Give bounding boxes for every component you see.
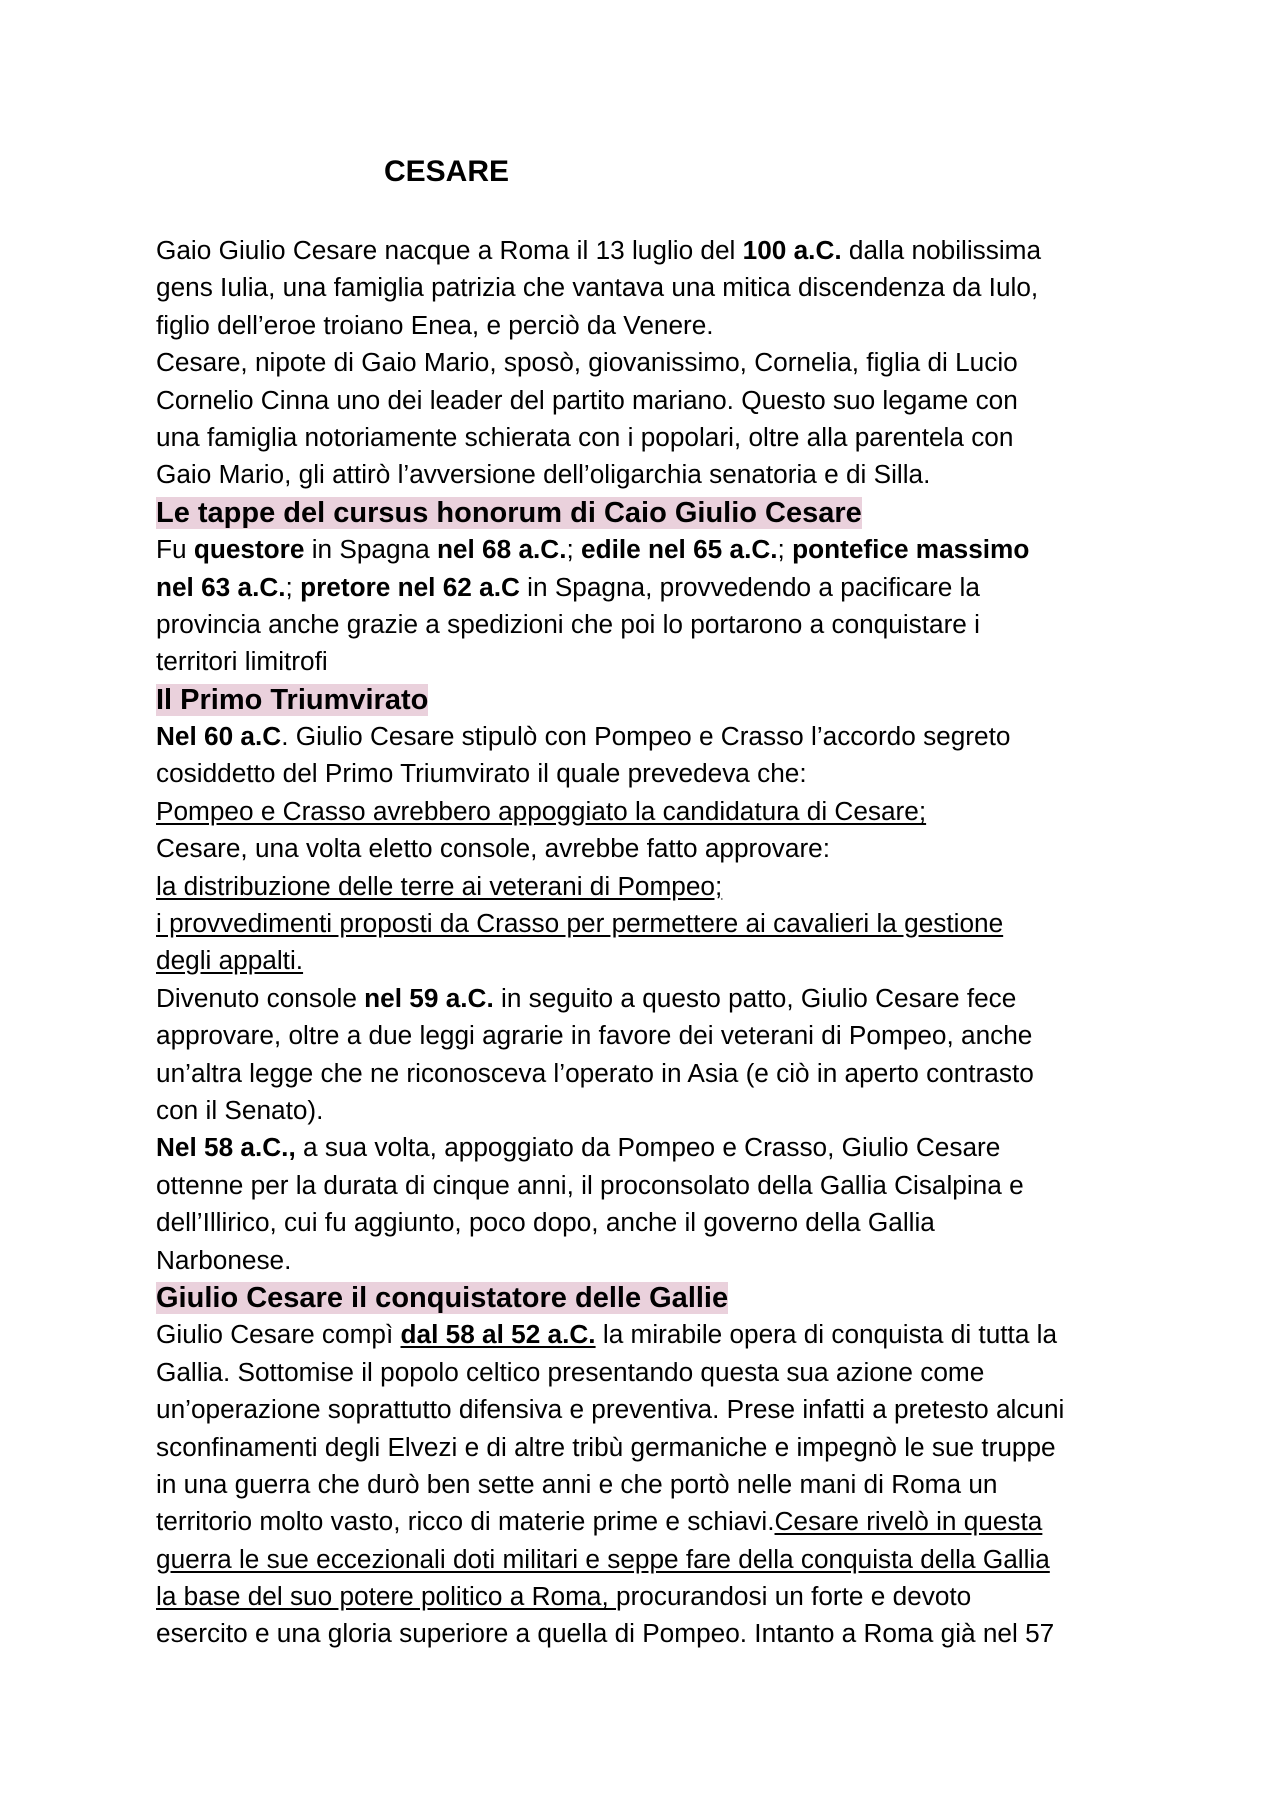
bold-text: nel 68 a.C.	[436, 534, 567, 565]
text-segment: un’altra legge che ne riconosceva l’operato in Asia (e ciò in aperto contrasto	[156, 1057, 1034, 1088]
text-line	[156, 755, 1146, 792]
text-line	[156, 419, 1146, 456]
text-segment: dalla nobilissima	[841, 235, 1042, 265]
bold-text: nel 59 a.C.	[364, 982, 494, 1013]
text-segment: in Spagna, provvedendo a pacificare la	[519, 571, 980, 602]
text-segment: con il Senato).	[156, 1094, 324, 1125]
text-line	[156, 1167, 1146, 1204]
text-segment: Divenuto console	[156, 982, 365, 1013]
text-segment: Gallia. Sottomise il popolo celtico presentando questa sua azione come	[156, 1356, 985, 1387]
text-line	[156, 456, 1146, 493]
text-line	[156, 1242, 1146, 1279]
text-segment: territorio molto vasto, ricco di materie prime e schiavi.	[156, 1506, 775, 1537]
section-heading	[156, 1279, 1146, 1316]
text-line	[156, 232, 1146, 269]
underlined-text: Cesare rivelò in questa	[774, 1506, 1043, 1537]
text-segment: Gaio Giulio Cesare nacque a Roma il 13 luglio del	[156, 235, 743, 265]
text-segment: Fu	[156, 534, 194, 565]
text-line	[156, 1615, 1146, 1652]
section-heading	[156, 681, 1146, 718]
text-segment: gens Iulia, una famiglia patrizia che vantava una mitica discendenza da Iulo,	[156, 272, 1039, 303]
text-line	[156, 307, 1146, 344]
bold-text: 100 a.C.	[742, 235, 842, 265]
text-line	[156, 718, 1146, 755]
text-line	[156, 269, 1146, 306]
text-line	[156, 1541, 1146, 1578]
text-segment: territori limitrofi	[156, 646, 328, 677]
text-segment: a sua volta, appoggiato da Pompeo e Crasso, Giulio Cesare	[295, 1132, 1001, 1163]
text-line	[156, 1055, 1146, 1092]
text-segment: Narbonese.	[156, 1244, 292, 1275]
text-segment: figlio dell’eroe troiano Enea, e perciò da Venere.	[156, 309, 714, 340]
text-line	[156, 905, 1146, 942]
text-line	[156, 531, 1146, 568]
text-line	[156, 1503, 1146, 1540]
bold-text: Nel 58 a.C.,	[156, 1132, 296, 1163]
underlined-text: la base del suo potere politico a Roma,	[156, 1581, 617, 1612]
text-segment: in Spagna	[304, 534, 437, 565]
underlined-text: guerra le sue eccezionali doti militari e seppe fare della conquista della Gallia	[156, 1543, 1050, 1574]
section-heading-text: Giulio Cesare il conquistatore delle Gallie	[156, 1281, 729, 1314]
text-segment: cosiddetto del Primo Triumvirato il quale prevedeva che:	[156, 758, 807, 789]
text-segment: . Giulio Cesare stipulò con Pompeo e Crasso l’accordo segreto	[281, 721, 1011, 752]
text-segment: la mirabile opera di conquista di tutta la	[595, 1319, 1058, 1350]
text-line	[156, 793, 1146, 830]
text-segment: procurandosi un forte e devoto	[616, 1581, 972, 1612]
section-heading-text: Le tappe del cursus honorum di Caio Giulio Cesare	[156, 496, 862, 529]
text-segment: Gaio Mario, gli attirò l’avversione dell’oligarchia senatoria e di Silla.	[156, 459, 931, 490]
underlined-text: degli appalti.	[156, 945, 304, 976]
bold-text: Nel 60 a.C	[156, 721, 282, 752]
bold-text: edile nel 65 a.C.	[581, 534, 778, 565]
text-line	[156, 980, 1146, 1017]
text-line	[156, 1391, 1146, 1428]
section-heading	[156, 494, 1146, 531]
text-line	[156, 569, 1146, 606]
text-line	[156, 1316, 1146, 1353]
bold-text: pontefice massimo	[792, 534, 1030, 565]
text-segment: approvare, oltre a due leggi agrarie in favore dei veterani di Pompeo, anche	[156, 1020, 1033, 1051]
text-line	[156, 1092, 1146, 1129]
text-segment: una famiglia notoriamente schierata con i popolari, oltre alla parentela con	[156, 421, 1014, 452]
text-line	[156, 1578, 1146, 1615]
text-line	[156, 1354, 1146, 1391]
text-line	[156, 1429, 1146, 1466]
text-segment: Giulio Cesare compì	[156, 1319, 401, 1350]
text-segment: Cesare, nipote di Gaio Mario, sposò, giovanissimo, Cornelia, figlia di Lucio	[156, 347, 1018, 378]
underlined-text: la distribuzione delle terre ai veterani di Pompeo;	[156, 870, 723, 901]
text-line	[156, 606, 1146, 643]
section-heading-text: Il Primo Triumvirato	[156, 683, 429, 716]
document-body	[156, 232, 1146, 1653]
text-line	[156, 382, 1146, 419]
text-line	[156, 1204, 1146, 1241]
text-line	[156, 344, 1146, 381]
text-segment: Cornelio Cinna uno dei leader del partito mariano. Questo suo legame con	[156, 384, 1018, 415]
bold-text: questore	[193, 534, 305, 565]
text-segment: dell’Illirico, cui fu aggiunto, poco dopo, anche il governo della Gallia	[156, 1207, 935, 1238]
text-line	[156, 830, 1146, 867]
text-segment: in seguito a questo patto, Giulio Cesare fece	[493, 982, 1017, 1013]
text-line	[156, 868, 1146, 905]
text-segment: ;	[285, 571, 301, 602]
text-segment: provincia anche grazie a spedizioni che poi lo portarono a conquistare i	[156, 608, 980, 639]
underlined-text: i provvedimenti proposti da Crasso per permettere ai cavalieri la gestione	[156, 908, 1004, 939]
text-segment: sconfinamenti degli Elvezi e di altre tribù germaniche e impegnò le sue truppe	[156, 1431, 1056, 1462]
text-segment: esercito e una gloria superiore a quella di Pompeo. Intanto a Roma già nel 57	[156, 1618, 1055, 1649]
text-segment: un’operazione soprattutto difensiva e preventiva. Prese infatti a pretesto alcuni	[156, 1394, 1065, 1425]
page-title: CESARE	[384, 155, 510, 188]
text-line	[156, 1017, 1146, 1054]
text-segment: ;	[566, 534, 582, 565]
text-segment: in una guerra che durò ben sette anni e che portò nelle mani di Roma un	[156, 1468, 998, 1499]
underlined-text: Pompeo e Crasso avrebbero appoggiato la candidatura di Cesare;	[156, 795, 927, 826]
bold-text: pretore nel 62 a.C	[300, 571, 520, 602]
text-segment: Cesare, una volta eletto console, avrebbe fatto approvare:	[156, 833, 831, 864]
text-segment: ;	[777, 534, 793, 565]
text-segment: ottenne per la durata di cinque anni, il proconsolato della Gallia Cisalpina e	[156, 1169, 1024, 1200]
text-line	[156, 1129, 1146, 1166]
bold-text: nel 63 a.C.	[156, 571, 286, 602]
text-line	[156, 643, 1146, 680]
bold-text: dal 58 al 52 a.C.	[400, 1319, 596, 1350]
text-line	[156, 942, 1146, 979]
text-line	[156, 1466, 1146, 1503]
